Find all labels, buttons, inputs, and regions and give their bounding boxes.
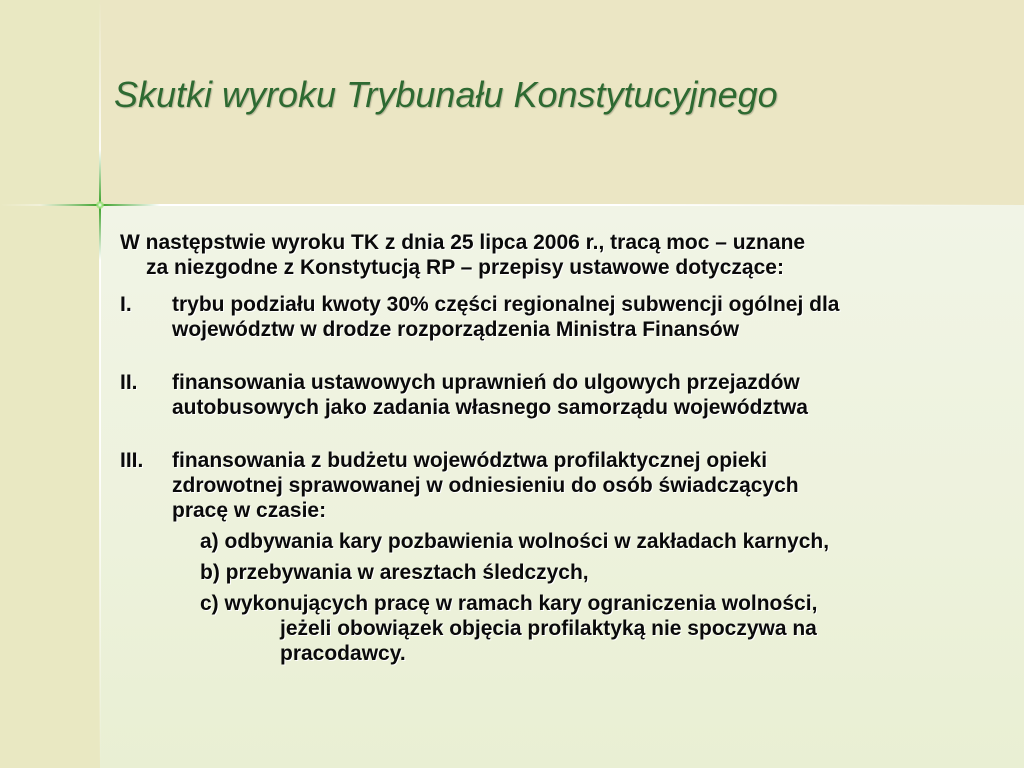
- list-item-3: [120, 448, 1000, 523]
- list-text: [172, 370, 1000, 420]
- list-line: zdrowotnej sprawowanej w odniesieniu do osób świadczących: [172, 474, 799, 497]
- vertical-divider: [99, 0, 101, 768]
- slide-body: [120, 230, 1000, 666]
- slide-title: Skutki wyroku Trybunału Konstytucyjnego: [114, 74, 778, 115]
- subitem-c-line-3: pracodawcy.: [280, 642, 406, 665]
- subitem-c: [120, 591, 1000, 666]
- list-line: pracę w czasie:: [172, 499, 327, 522]
- list-line: finansowania ustawowych uprawnień do ulgowych przejazdów: [172, 371, 800, 394]
- list-line: województw w drodze rozporządzenia Ministra Finansów: [172, 318, 740, 341]
- list-line: autobusowych jako zadania własnego samorządu województwa: [172, 396, 808, 419]
- subitem-c-line-2: jeżeli obowiązek objęcia profilaktyką nie spoczywa na: [280, 617, 817, 640]
- left-strip: [0, 0, 100, 768]
- subitem-c-line-1: c) wykonujących pracę w ramach kary ograniczenia wolności,: [200, 592, 818, 615]
- list-number: III.: [120, 449, 144, 472]
- list-line: trybu podziału kwoty 30% części regionalnej subwencji ogólnej dla: [172, 293, 840, 316]
- subitem-a: a) odbywania kary pozbawienia wolności w zakładach karnych,: [200, 530, 830, 553]
- intro-line-2: za niezgodne z Konstytucją RP – przepisy ustawowe dotyczące:: [146, 256, 784, 279]
- list-text: [172, 292, 1000, 342]
- list-item-2: [120, 370, 1000, 420]
- list-line: finansowania z budżetu województwa profilaktycznej opieki: [172, 449, 768, 472]
- list-number: I.: [120, 293, 132, 316]
- intro-line-1: W następstwie wyroku TK z dnia 25 lipca 2006 r., tracą moc – uznane: [120, 231, 806, 254]
- cross-glow-center: [96, 201, 104, 209]
- subitem-b: b) przebywania w aresztach śledczych,: [200, 561, 589, 584]
- list-number: II.: [120, 371, 138, 394]
- list-item-1: [120, 292, 1000, 342]
- list-text: [172, 448, 1000, 523]
- intro-paragraph: [120, 230, 1000, 280]
